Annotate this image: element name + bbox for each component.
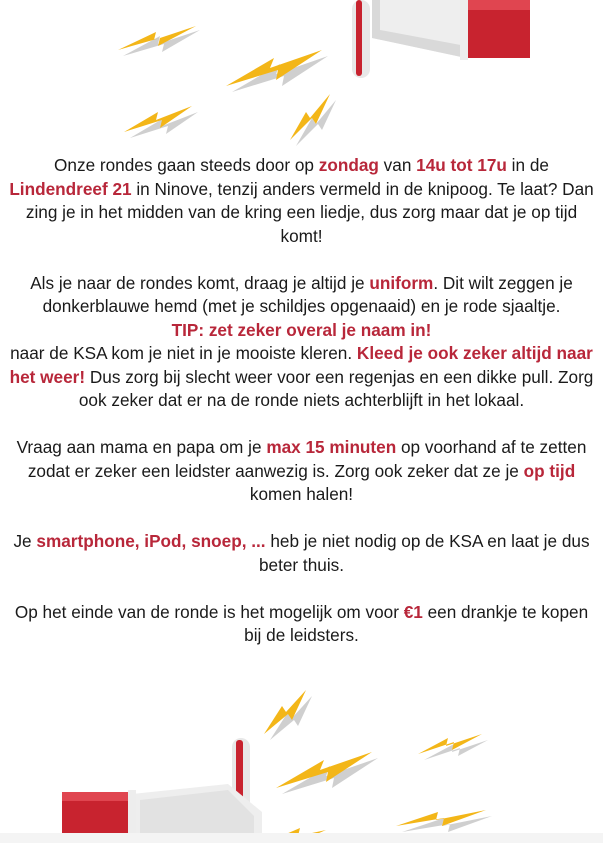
lightning-bolt-icon: [276, 752, 378, 794]
text: Dus zorg bij slecht weer voor een regenjas en een dikke pull. Zorg ook zeker dat er na de ronde niets achterblijft in het lokaal.: [78, 366, 594, 410]
lightning-bolt-icon: [118, 26, 200, 56]
text: Op het einde van de ronde is het mogelijk om voor: [14, 601, 404, 622]
lightning-bolt-icon: [124, 106, 198, 138]
highlight-devices: smartphone, iPod, snoep, ...: [36, 531, 266, 551]
paragraph-devices: [0, 530, 603, 577]
lightning-bolt-icon: [396, 810, 492, 832]
text: Vraag aan mama en papa om je: [16, 437, 267, 457]
text: een drankje te kopen bij de leidsters.: [244, 601, 589, 645]
footer-bar: [0, 833, 603, 843]
highlight-on-time: op tijd: [523, 460, 576, 481]
highlight-day: zondag: [318, 155, 379, 175]
text: Onze rondes gaan steeds door op: [54, 155, 319, 175]
megaphone-illustration-bottom: [0, 690, 603, 843]
text: heb je niet nodig op de KSA en laat je dus beter thuis.: [258, 531, 590, 575]
paragraph-uniform: [0, 272, 603, 413]
lightning-bolt-icon: [264, 690, 312, 740]
paragraph-rondes: [0, 154, 603, 248]
text: Als je naar de rondes komt, draag je altijd je: [30, 272, 370, 293]
paragraph-dropoff: [0, 436, 603, 507]
text: naar de KSA kom je niet in je mooiste kleren.: [10, 343, 357, 363]
text: op voorhand af te zetten zodat er zeker een leidster aanwezig is. Zorg ook zeker dat ze je: [27, 437, 587, 481]
lightning-bolt-icon: [290, 94, 336, 146]
megaphone-illustration-top: [0, 0, 603, 150]
text: in de: [506, 155, 549, 175]
text: . Dit wilt zeggen je donkerblauwe hemd (met je schildjes opgenaaid) en je rode sjaaltje.: [42, 272, 573, 316]
text: in Ninove, tenzij anders vermeld in de knipoog. Te laat? Dan zing je in het midden van de kring een liedje, dus zorg maar dat je op tijd komt!: [25, 178, 594, 246]
highlight-uniform: uniform: [369, 272, 434, 293]
paragraph-drinks: [0, 601, 603, 648]
lightning-bolt-icon: [226, 50, 328, 92]
lightning-bolt-icon: [418, 734, 488, 760]
highlight-time: 14u tot 17u: [416, 155, 507, 175]
megaphone-icon: [352, 0, 530, 78]
text: van: [378, 155, 417, 175]
tip-text: TIP: zet zeker overal je naam in!: [171, 319, 432, 340]
highlight-address: Lindendreef 21: [9, 178, 132, 199]
text: komen halen!: [249, 484, 354, 504]
highlight-minutes: max 15 minuten: [266, 437, 397, 457]
info-text: [0, 154, 603, 671]
text: Je: [13, 531, 37, 551]
highlight-price: €1: [403, 601, 423, 622]
highlight-weather: Kleed je ook zeker altijd naar het weer!: [9, 343, 593, 387]
megaphone-icon: [62, 738, 262, 843]
